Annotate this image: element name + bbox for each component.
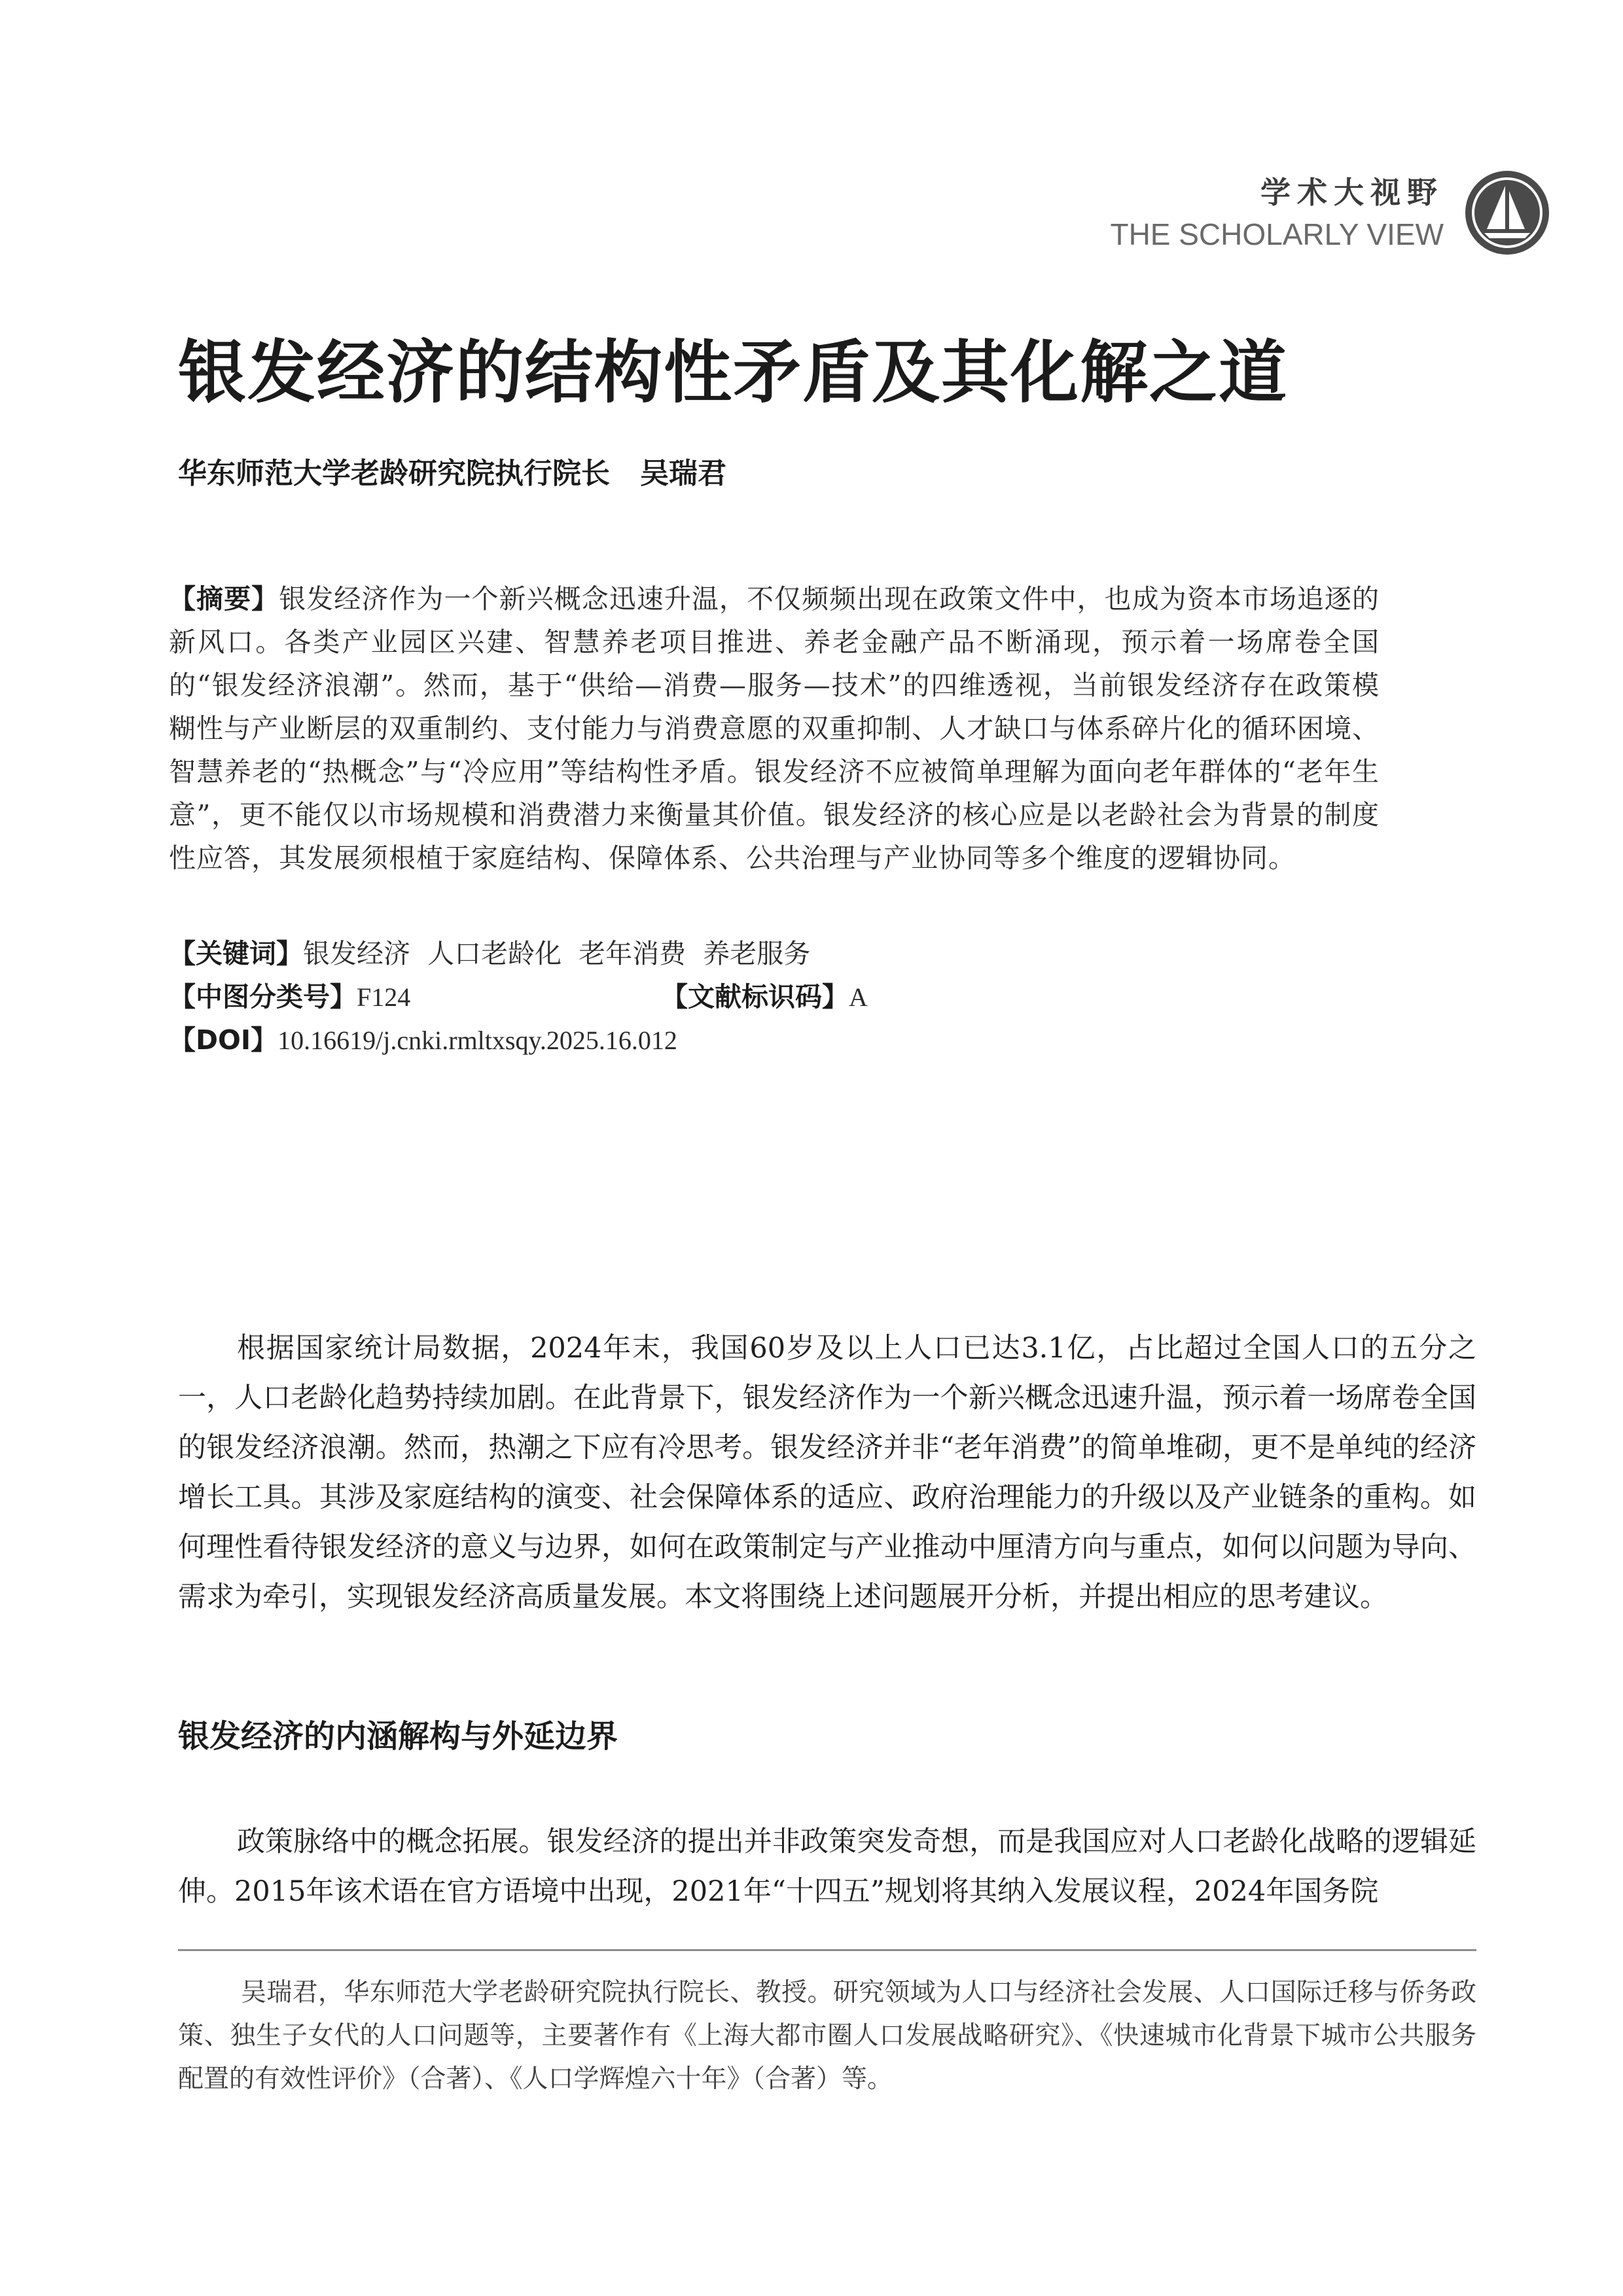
author-line (178, 453, 726, 495)
doi (169, 1018, 677, 1062)
brand-title-en: THE SCHOLARLY VIEW (1110, 217, 1444, 251)
footnote-divider (178, 1949, 1476, 1951)
document-code-label: 【文献标识码】 (661, 981, 849, 1013)
paragraph-text: 银发经济的提出并非政策突发奇想，而是我国应对人口老龄化战略的逻辑延伸。2015年该术语在官方语境中出现，2021年“十四五”规划将其纳入发展议程，2024年国务院 (178, 1825, 1477, 1908)
body-paragraph (178, 1817, 1476, 1916)
clc-label: 【中图分类号】 (169, 981, 357, 1013)
brand-text (1110, 173, 1444, 253)
journal-column-brand (1110, 169, 1551, 257)
paragraph-lead: 政策脉络中的概念拓展。 (237, 1825, 547, 1858)
abstract-text: 银发经济作为一个新兴概念迅速升温，不仅频频出现在政策文件中，也成为资本市场追逐的新风口。各类产业园区兴建、智慧养老项目推进、养老金融产品不断涌现，预示着一场席卷全国的“银发经济浪潮”。然而，基于“供给—消费—服务—技术”的四维透视，当前银发经济存在政策模糊性与产业断层的双重制约、支付能力与消费意愿的双重抑制、人才缺口与体系碎片化的循环困境、智慧养老的“热概念”与“冷应用”等结构性矛盾。银发经济不应被简单理解为面向老年群体的“老年生意”，更不能仅以市场规模和消费潜力来衡量其价值。银发经济的核心应是以老龄社会为背景的制度性应答，其发展须根植于家庭结构、保障体系、公共治理与产业协同等多个维度的逻辑协同。 (169, 583, 1380, 874)
section-heading: 银发经济的内涵解构与外延边界 (178, 1718, 618, 1755)
abstract (169, 577, 1380, 880)
document-code (661, 975, 868, 1019)
article-title: 银发经济的结构性矛盾及其化解之道 (178, 332, 1289, 412)
abstract-label: 【摘要】 (169, 583, 279, 615)
keywords-text: 银发经济 人口老龄化 老年消费 养老服务 (303, 938, 811, 969)
doi-label: 【DOI】 (169, 1024, 278, 1056)
body-paragraph: 根据国家统计局数据，2024年末，我国60岁及以上人口已达3.1亿，占比超过全国人口的五分之一，人口老龄化趋势持续加剧。在此背景下，银发经济作为一个新兴概念迅速升温，预示着一场席卷全国的银发经济浪潮。然而，热潮之下应有冷思考。银发经济并非“老年消费”的简单堆砌，更不是单纯的经济增长工具。其涉及家庭结构的演变、社会保障体系的适应、政府治理能力的升级以及产业链条的重构。如何理性看待银发经济的意义与边界，如何在政策制定与产业推动中厘清方向与重点，如何以问题为导向、需求为牵引，实现银发经济高质量发展。本文将围绕上述问题展开分析，并提出相应的思考建议。 (178, 1332, 1476, 1613)
author-footnote: 吴瑞君，华东师范大学老龄研究院执行院长、教授。研究领域为人口与经济社会发展、人口国际迁移与侨务政策、独生子女代的人口问题等，主要著作有《上海大都市圈人口发展战略研究》、《快速城市化背景下城市公共服务配置的有效性评价》（合著）、《人口学辉煌六十年》（合著）等。 (178, 1978, 1476, 2094)
author-name: 吴瑞君 (640, 457, 726, 490)
keywords (169, 932, 810, 975)
doi-value: 10.16619/j.cnki.rmltxsqy.2025.16.012 (277, 1026, 677, 1055)
clc-value: F124 (357, 982, 411, 1012)
document-code-value: A (849, 982, 868, 1012)
clc-number (169, 975, 410, 1019)
sailboat-logo-icon (1463, 169, 1551, 257)
keywords-label: 【关键词】 (169, 938, 303, 969)
author-affiliation: 华东师范大学老龄研究院执行院长 (178, 457, 610, 490)
brand-title-cn: 学术大视野 (1260, 175, 1444, 210)
